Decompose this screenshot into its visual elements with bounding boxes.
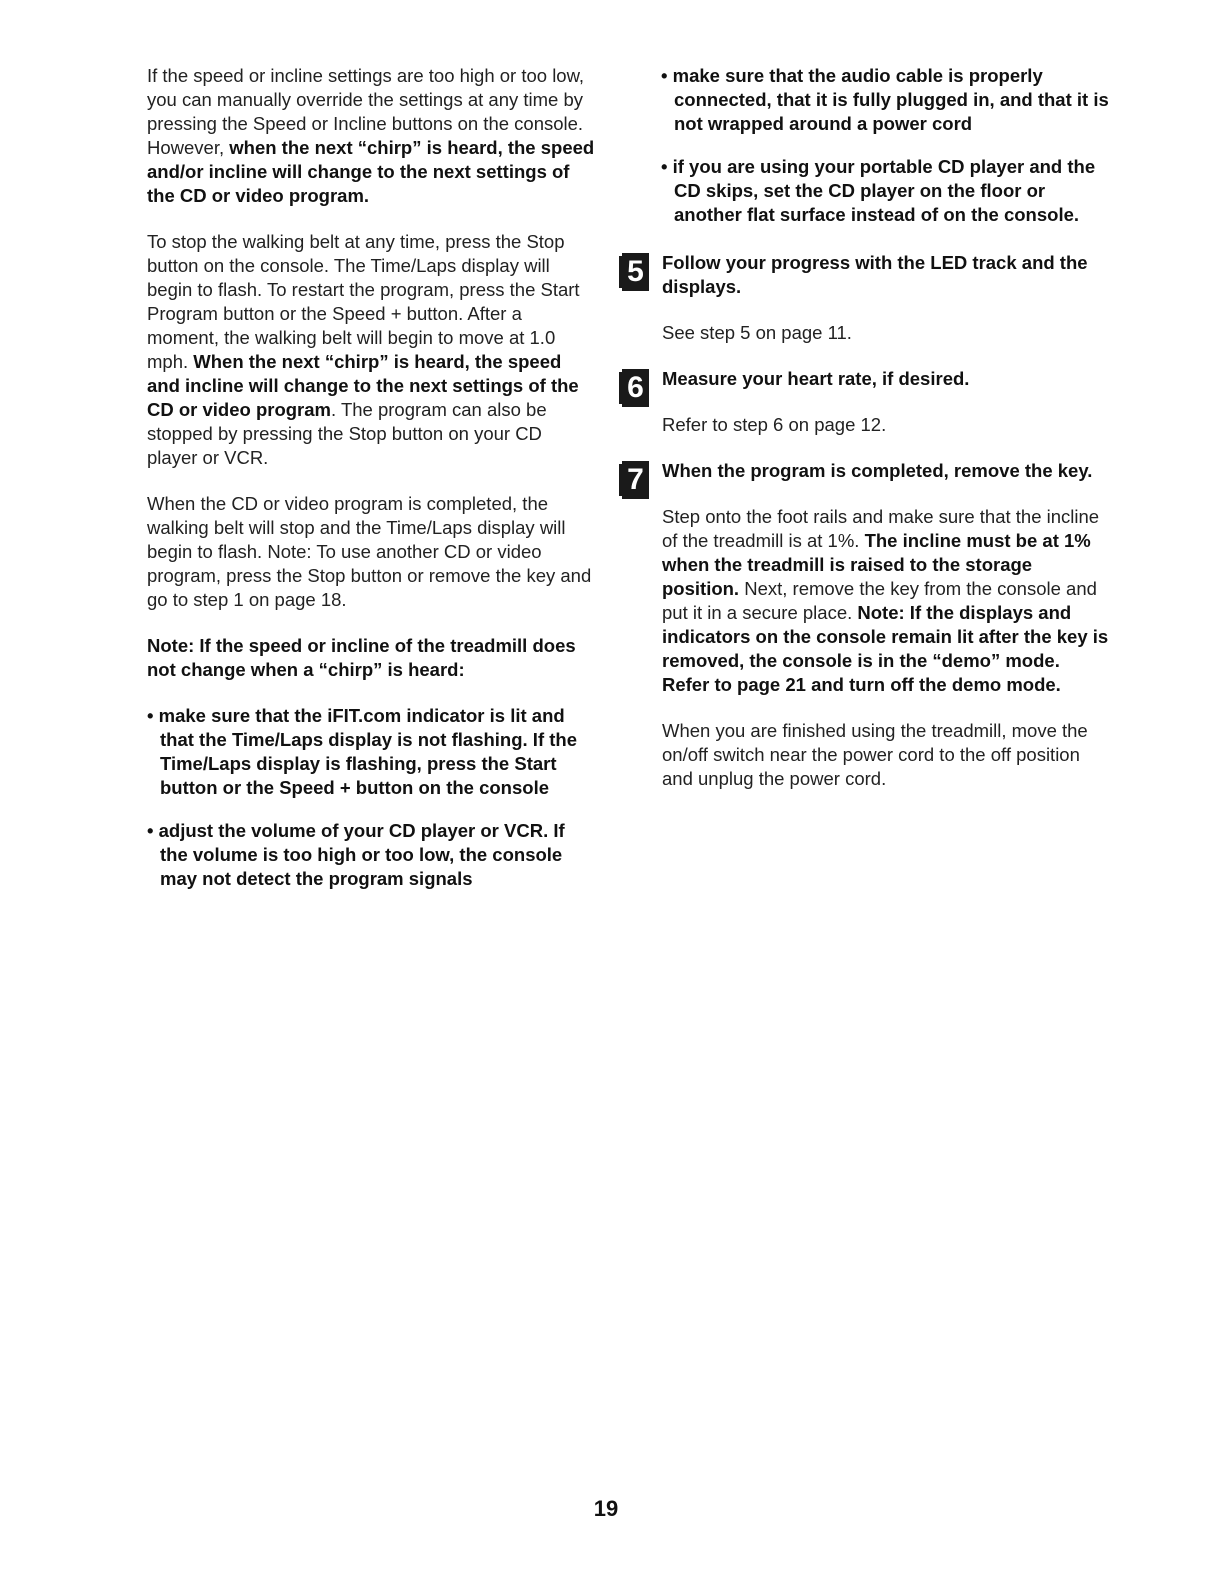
note-heading: Note: If the speed or incline of the treadmill does not change when a “chirp” is heard:	[147, 635, 576, 680]
step-number-badge: 6	[622, 369, 649, 407]
paragraph-bold: Note: If the displays and indicators on the console remain lit after the key is removed, the console is in the “demo” mode. Refer to page 21 and turn off the demo mode.	[662, 602, 1109, 695]
paragraph-bold: When the next “chirp” is heard, the speed and incline will change to the next settings of the CD or video program	[147, 351, 579, 420]
step-number-badge: 7	[622, 461, 649, 499]
paragraph-text: Step onto the foot rails and make sure that the incline of the treadmill is at 1%.	[662, 506, 1100, 551]
step-body: When you are finished using the treadmill, move the on/off switch near the power cord to the off position and unplug the power cord.	[662, 720, 1088, 789]
paragraph-stop	[147, 230, 597, 470]
paragraph-completed: When the CD or video program is completed, the walking belt will stop and the Time/Laps display will begin to flash. Note: To use another CD or video program, press the Stop button or remove the key and go to step 1 on page 18.	[147, 493, 592, 610]
step-heading: Measure your heart rate, if desired.	[662, 368, 970, 389]
step-body: See step 5 on page 11.	[662, 322, 852, 343]
paragraph-text: Next, remove the key from the console and put it in a secure place.	[662, 578, 1097, 623]
bullet-item: • if you are using your portable CD player and the CD skips, set the CD player on the floor or another flat surface instead of on the console.	[661, 156, 1096, 225]
paragraph-bold: The incline must be at 1% when the treadmill is raised to the storage position.	[662, 530, 1091, 599]
step-heading: Follow your progress with the LED track and the displays.	[662, 252, 1088, 297]
left-column	[147, 64, 597, 910]
right-column	[612, 64, 1112, 813]
paragraph-bold: when the next “chirp” is heard, the speed and/or incline will change to the next settings of the CD or video program.	[147, 137, 595, 206]
step-number-badge: 5	[622, 253, 649, 291]
step-7	[612, 459, 1112, 496]
bullet-item: • make sure that the iFIT.com indicator is lit and that the Time/Laps display is not flashing. If the Time/Laps display is flashing, press the Start button or the Speed + button on the console	[147, 705, 577, 798]
step-body: Refer to step 6 on page 12.	[662, 414, 887, 435]
paragraph-text: If the speed or incline settings are too high or too low, you can manually override the settings at any time by pressing the Speed or Incline buttons on the console. However,	[147, 65, 585, 158]
paragraph-text: To stop the walking belt at any time, press the Stop button on the console. The Time/Laps display will begin to flash. To restart the program, press the Start Program button or the Speed + button. After a moment, the walking belt will begin to move at 1.0 mph.	[147, 231, 580, 372]
bullet-item: • make sure that the audio cable is properly connected, that it is fully plugged in, and that it is not wrapped around a power cord	[661, 65, 1109, 134]
step-body	[662, 505, 1112, 697]
bullet-item: • adjust the volume of your CD player or VCR. If the volume is too high or too low, the console may not detect the program signals	[147, 820, 565, 889]
step-5	[612, 251, 1112, 299]
step-6	[612, 367, 1112, 404]
paragraph-override	[147, 64, 597, 208]
step-heading: When the program is completed, remove the key.	[662, 460, 1093, 481]
page-number: 19	[593, 1496, 619, 1521]
paragraph-text: . The program can also be stopped by pressing the Stop button on your CD player or VCR.	[147, 399, 547, 468]
